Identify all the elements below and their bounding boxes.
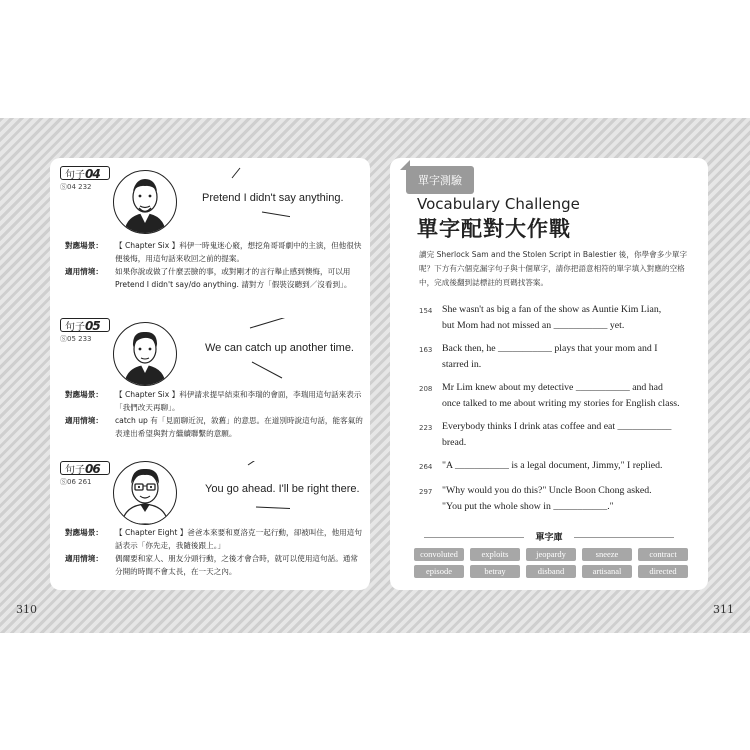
page-reference: Ⓢ04 232: [60, 183, 92, 191]
page-ref-icon: 154: [419, 307, 433, 315]
word-chip: artisanal: [582, 565, 632, 578]
right-page: [390, 158, 708, 590]
page-ref-icon: 208: [419, 385, 433, 393]
page-ref-icon: 223: [419, 424, 433, 432]
page-ref-icon: 163: [419, 346, 433, 354]
book-spread: [0, 118, 750, 633]
word-chip: directed: [638, 565, 688, 578]
word-chip: episode: [414, 565, 464, 578]
word-chip: exploits: [470, 548, 520, 561]
sentence-description: 對應場景： 【 Chapter Six 】科伊一時鬼迷心竅，想挖角哥哥劇中的主演，但他很快便後悔，用這句話來收回之前的提案。 適用情境： 如果你說或做了什麼丟臉的事，或對剛才的言行舉止感到懊悔，可以用 Pretend I didn't say/do anything. 請對方「假裝沒聽到／沒看到」。: [65, 239, 365, 291]
word-bank: [414, 548, 689, 578]
character-portrait-icon: [113, 461, 177, 525]
page-ref-icon: 297: [419, 488, 433, 496]
sentence-description: 對應場景： 【 Chapter Six 】科伊請求提早結束和李瑞的會面，李瑞用這句話來表示「我們改天再聊」。 適用情境： catch up 有「見面聊近況，敘舊」的意思。在道別時說這句話，能客氣的表達出希望與對方繼續聯繫的意願。: [65, 388, 365, 440]
question-text: "A ___________ is a legal document, Jimmy," I replied.: [442, 460, 663, 471]
sentence-text: Pretend I didn't say anything.: [202, 192, 344, 204]
page-title-en: Vocabulary Challenge: [417, 195, 580, 213]
sentence-description: 對應場景： 【 Chapter Eight 】爸爸本來要和夏洛克一起行動，卻被叫住，他用這句話表示「你先走，我隨後跟上。」 適用情境： 偶爾要和家人、朋友分頭行動，之後才會合時，就可以使用這句話。通常分開的時間不會太長，在一天之內。: [65, 526, 365, 578]
scene-text: 【 Chapter Eight 】爸爸本來要和夏洛克一起行動，卻被叫住，他用這句話表示「你先走，我隨後跟上。」: [115, 528, 362, 550]
usage-text: 如果你說或做了什麼丟臉的事，或對剛才的言行舉止感到懊悔，可以用 Pretend I didn't say/do anything. 請對方「假裝沒聽到／沒看到」。: [115, 267, 352, 289]
question-item: [419, 380, 704, 412]
page-title-zh: 單字配對大作戰: [417, 217, 571, 241]
character-portrait-icon: [113, 322, 177, 386]
word-chip: disband: [526, 565, 576, 578]
left-page: [50, 158, 370, 590]
sentence-entry-04: [60, 166, 365, 296]
page-reference: Ⓢ06 261: [60, 478, 92, 486]
section-tab: 單字測驗: [406, 166, 474, 194]
page-number-left: 310: [16, 603, 37, 616]
usage-text: 偶爾要和家人、朋友分頭行動，之後才會合時，就可以使用這句話。通常分開的時間不會太長，在一天之內。: [115, 554, 358, 576]
word-chip: betray: [470, 565, 520, 578]
sentence-tag: 句子04: [60, 166, 110, 180]
word-chip: jeopardy: [526, 548, 576, 561]
question-item: [419, 419, 704, 451]
character-portrait-icon: [113, 170, 177, 234]
page-ref-icon: 264: [419, 463, 433, 471]
question-text: Back then, he ___________ plays that your mom and I starred in.: [442, 343, 658, 370]
question-text: Mr Lim knew about my detective ___________ and had once talked to me about writing my stories for English class.: [442, 382, 680, 409]
sentence-entry-06: [60, 461, 365, 591]
usage-text: catch up 有「見面聊近況，敘舊」的意思。在道別時說這句話，能客氣的表達出希望與對方繼續聯繫的意願。: [115, 416, 363, 438]
sentence-tag: 句子06: [60, 461, 110, 475]
question-text: Everybody thinks I drink atas coffee and eat ___________ bread.: [442, 421, 672, 448]
page-number-right: 311: [713, 603, 734, 616]
instructions: 讀完 Sherlock Sam and the Stolen Script in Balestier 後，你學會多少單字呢？下方有六個克漏字句子與十個單字，請你把語意相符的單字填入對應的空格中，完成後翻到誌標註的頁碼找答案。: [419, 250, 688, 287]
word-chip: contract: [638, 548, 688, 561]
question-item: [419, 341, 704, 373]
sentence-tag: 句子05: [60, 318, 110, 332]
question-text: "Why would you do this?" Uncle Boon Chong asked. "You put the whole show in ___________.": [442, 485, 652, 512]
word-bank-heading: 單字庫: [416, 530, 682, 544]
word-chip: sneeze: [582, 548, 632, 561]
question-item: [419, 458, 704, 475]
sentence-text: We can catch up another time.: [205, 342, 354, 354]
question-item: [419, 483, 704, 515]
word-chip: convoluted: [414, 548, 464, 561]
scene-text: 【 Chapter Six 】科伊一時鬼迷心竅，想挖角哥哥劇中的主演，但他很快便後悔，用這句話來收回之前的提案。: [115, 241, 362, 263]
sentence-entry-05: [60, 318, 365, 448]
speech-lines-icon: [170, 461, 290, 531]
scene-text: 【 Chapter Six 】科伊請求提早結束和李瑞的會面，李瑞用這句話來表示「我們改天再聊」。: [115, 390, 362, 412]
question-item: [419, 302, 704, 334]
sentence-text: You go ahead. I'll be right there.: [205, 483, 360, 495]
question-text: She wasn't as big a fan of the show as Auntie Kim Lian, but Mom had not missed an ___________ yet.: [442, 304, 662, 331]
page-reference: Ⓢ05 233: [60, 335, 92, 343]
